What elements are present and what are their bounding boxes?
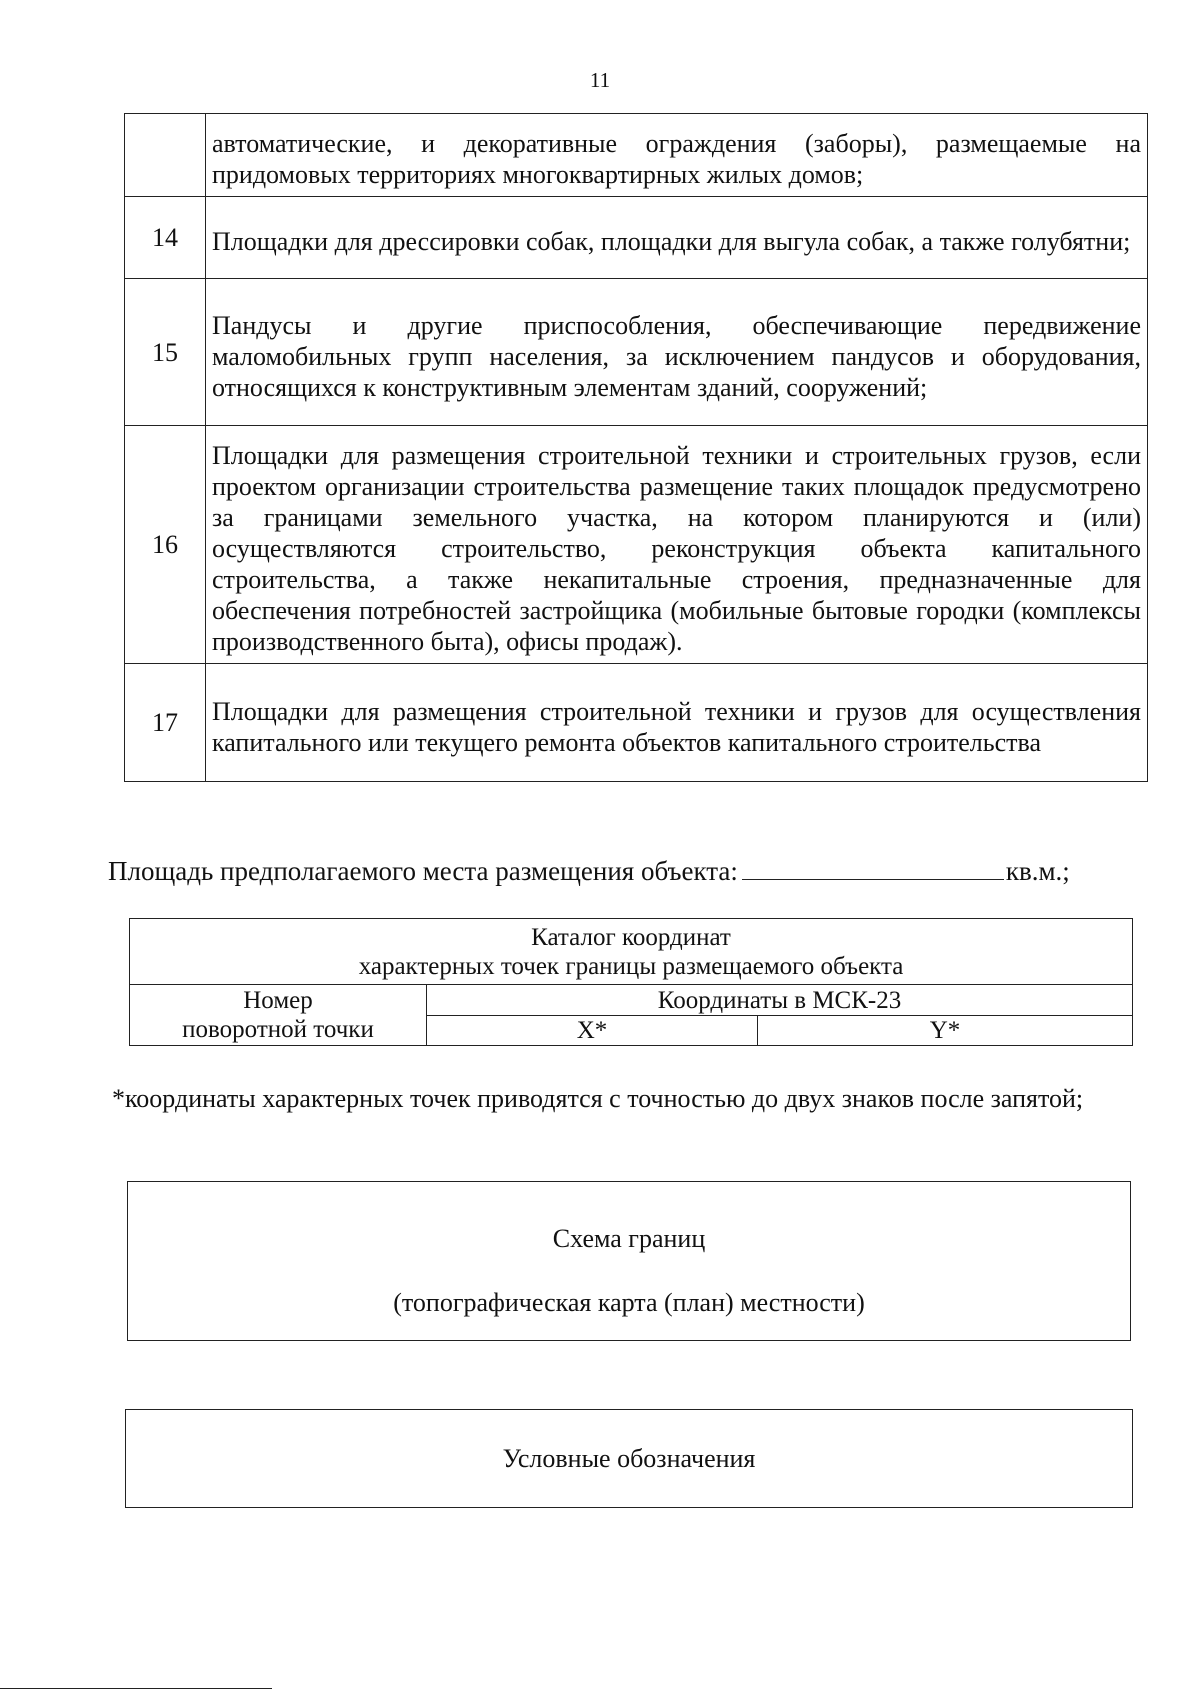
coordinates-footnote: *координаты характерных точек приводятся с точностью до двух знаков после запятой; <box>112 1084 1084 1113</box>
table-row <box>125 426 1148 664</box>
legend-box <box>125 1409 1133 1508</box>
area-line <box>108 856 1070 887</box>
row-number: 16 <box>125 426 206 664</box>
row-text: Площадки для размещения строительной техники и грузов для осуществления капитального или текущего ремонта объектов капитального строительства <box>206 664 1148 782</box>
catalog-title-line1: Каталог координат <box>531 923 731 951</box>
table-row <box>125 279 1148 426</box>
coordinates-header: Координаты в МСК-23 <box>427 985 1133 1016</box>
point-number-header-line2: поворотной точки <box>182 1016 374 1043</box>
area-unit: кв.м.; <box>1005 856 1070 886</box>
point-number-header-line1: Номер <box>243 987 313 1014</box>
catalog-title <box>130 919 1133 985</box>
footnote-rule <box>0 1688 272 1689</box>
scheme-title: Схема границ <box>552 1224 706 1253</box>
row-text: Площадки для дрессировки собак, площадки для выгула собак, а также голубятни; <box>206 197 1148 279</box>
row-text: Площадки для размещения строительной техники и строительных грузов, если проектом организации строительства размещение таких площадок предусмотрено за границами земельного участка, на котором планируются и (или) осуществляются строительство, реконструкция объекта капитального строительства, а также некапитальные строения, предназначенные для обеспечения потребностей застройщика (мобильные бытовые городки (комплексы производственного быта), офисы продаж). <box>206 426 1148 664</box>
x-column-header: X* <box>427 1016 758 1046</box>
objects-table <box>124 113 1148 782</box>
catalog-title-line2: характерных точек границы размещаемого объекта <box>358 952 904 980</box>
y-column-header: Y* <box>758 1016 1133 1046</box>
table-row <box>125 114 1148 197</box>
coordinates-catalog-table <box>129 918 1133 1046</box>
scheme-box <box>127 1181 1131 1341</box>
area-label: Площадь предполагаемого места размещения объекта: <box>108 856 738 886</box>
scheme-subtitle: (топографическая карта (план) местности) <box>393 1288 865 1317</box>
row-number: 14 <box>125 197 206 279</box>
page-number: 11 <box>589 68 611 92</box>
table-row <box>125 197 1148 279</box>
area-blank-field[interactable] <box>742 857 1004 880</box>
row-number <box>125 114 206 197</box>
row-text: Пандусы и другие приспособления, обеспечивающие передвижение маломобильных групп населения, за исключением пандусов и оборудования, относящихся к конструктивным элементам зданий, сооружений; <box>206 279 1148 426</box>
point-number-header <box>130 985 427 1046</box>
row-text: автоматические, и декоративные ограждения (заборы), размещаемые на придомовых территориях многоквартирных жилых домов; <box>206 114 1148 197</box>
legend-title: Условные обозначения <box>502 1444 756 1473</box>
row-number: 15 <box>125 279 206 426</box>
table-row <box>125 664 1148 782</box>
row-number: 17 <box>125 664 206 782</box>
